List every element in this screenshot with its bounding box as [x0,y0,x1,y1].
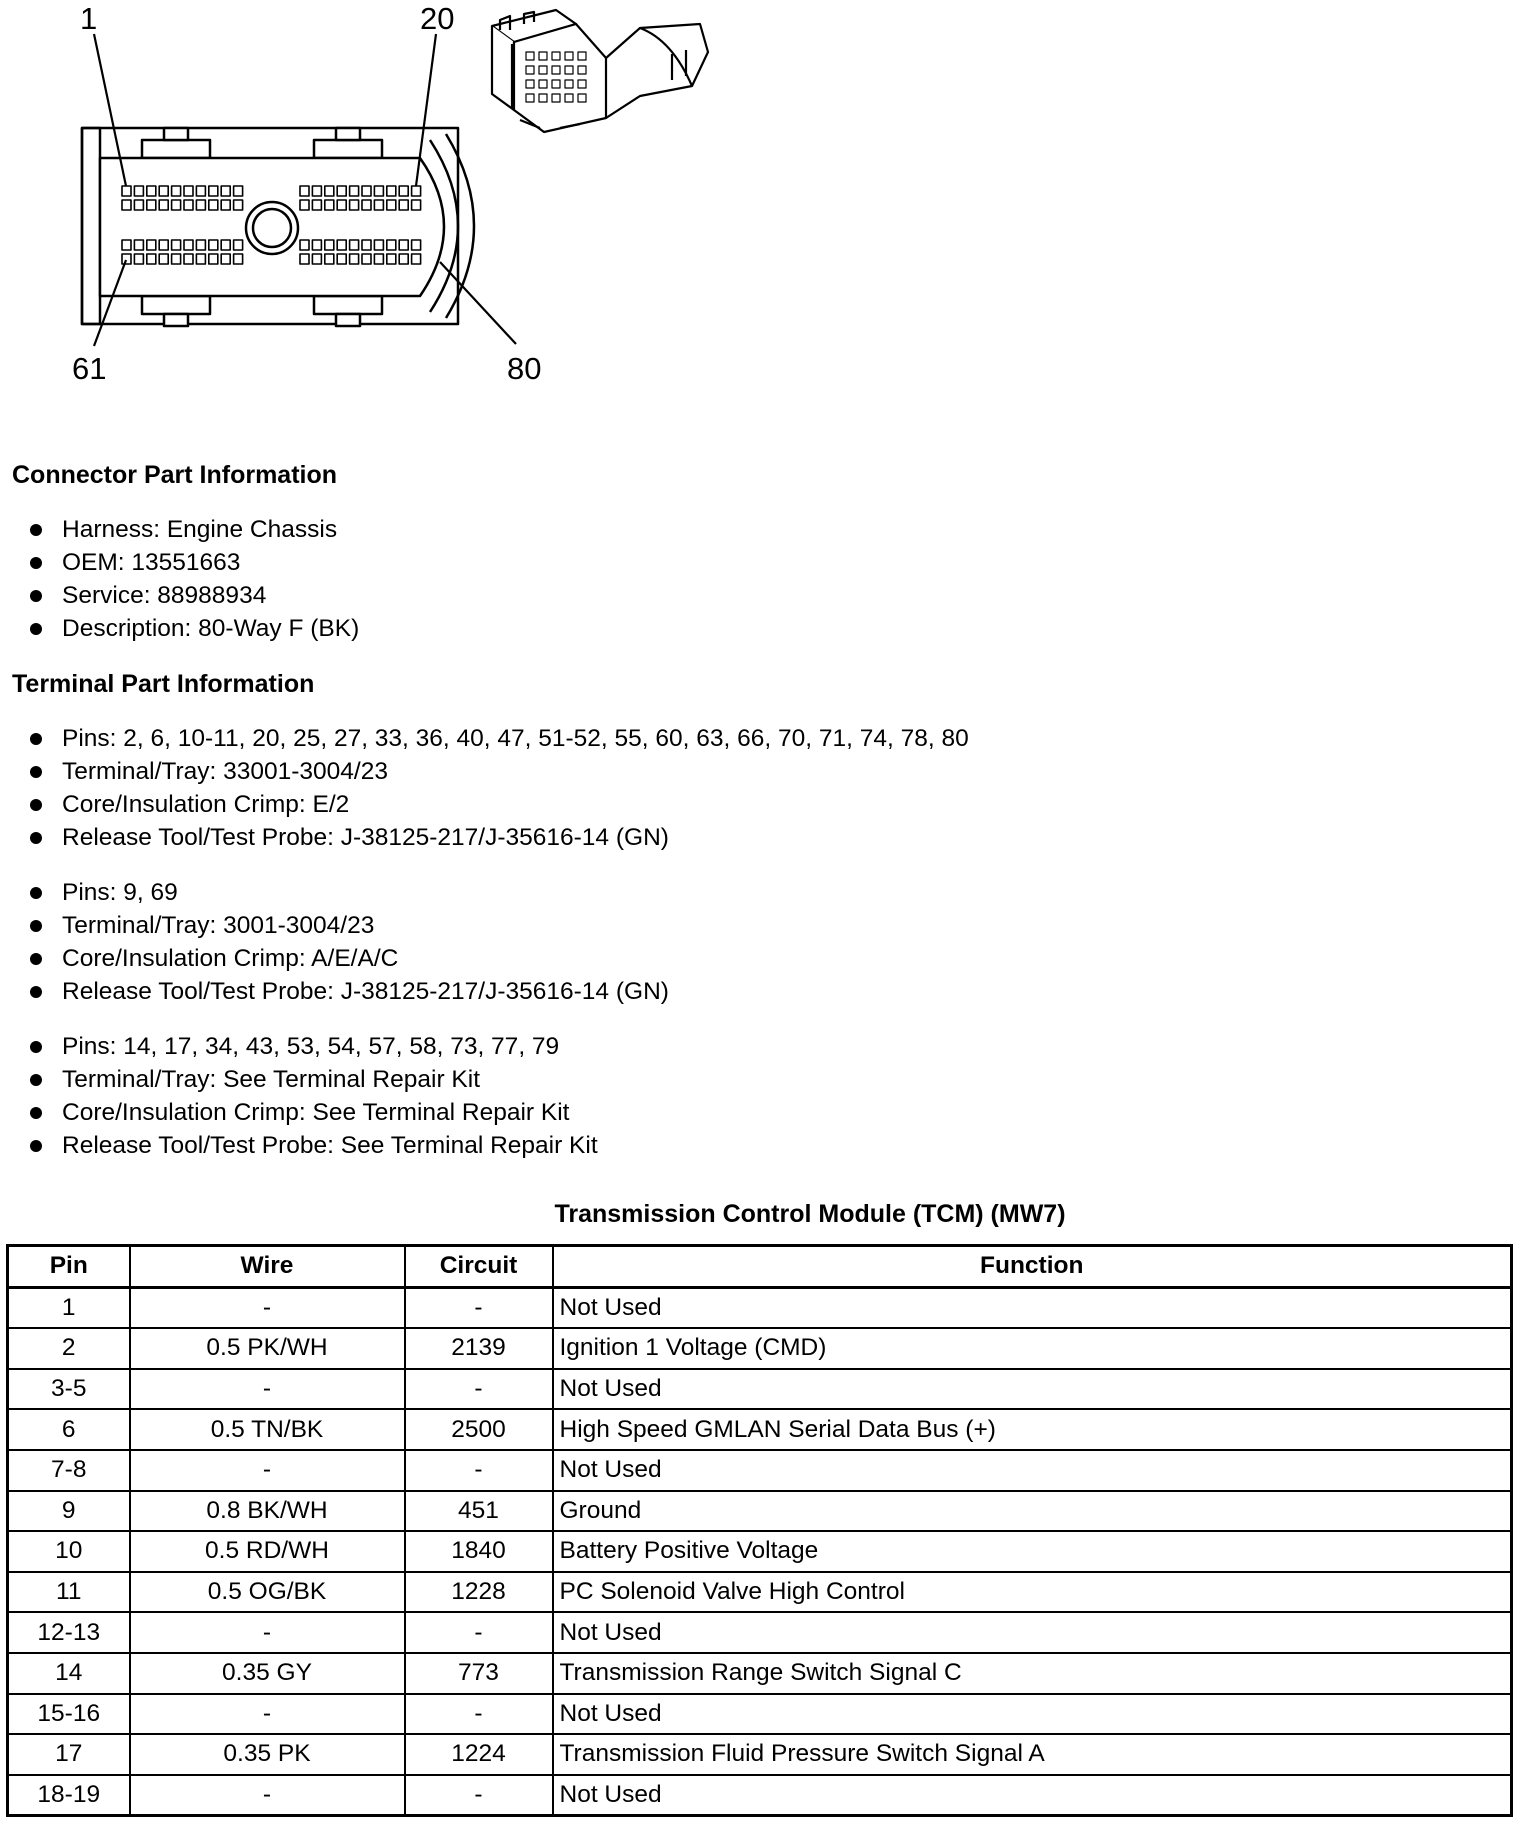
table-row [8,1369,1512,1410]
pin-cell: 15-16 [8,1694,130,1735]
list-item: Release Tool/Test Probe: See Terminal Repair Kit [30,1129,598,1162]
table-row [8,1612,1512,1653]
list-item: Terminal/Tray: 3001-3004/23 [30,909,669,942]
pinout-table [6,1244,1513,1817]
connector-face-diagram [0,0,720,400]
terminal-group-3 [30,1030,598,1162]
function-cell: Ground [553,1491,1512,1532]
circuit-cell: 1228 [405,1572,553,1613]
column-header-pin: Pin [8,1246,130,1288]
pin-cell: 10 [8,1531,130,1572]
wire-cell: 0.35 GY [130,1653,405,1694]
table-row [8,1491,1512,1532]
list-item: Core/Insulation Crimp: A/E/A/C [30,942,669,975]
pin-cell: 14 [8,1653,130,1694]
pin-cell: 11 [8,1572,130,1613]
list-item: Description: 80-Way F (BK) [30,612,359,645]
connector-info-heading: Connector Part Information [12,461,338,489]
wire-cell: 0.5 TN/BK [130,1409,405,1450]
table-row [8,1409,1512,1450]
table-header-row [8,1246,1512,1288]
callout-pin-20: 20 [420,1,455,36]
wire-cell: 0.5 PK/WH [130,1328,405,1369]
function-cell: Transmission Fluid Pressure Switch Signal A [553,1734,1512,1775]
wire-cell: 0.35 PK [130,1734,405,1775]
circuit-cell: - [405,1694,553,1735]
circuit-cell: - [405,1450,553,1491]
circuit-cell: - [405,1369,553,1410]
table-row [8,1734,1512,1775]
circuit-cell: 1840 [405,1531,553,1572]
terminal-group-1 [30,722,969,854]
wire-cell: - [130,1369,405,1410]
pin-cell: 17 [8,1734,130,1775]
function-cell: Not Used [553,1612,1512,1653]
list-item: Release Tool/Test Probe: J-38125-217/J-35616-14 (GN) [30,821,969,854]
list-item: Pins: 2, 6, 10-11, 20, 25, 27, 33, 36, 40, 47, 51-52, 55, 60, 63, 66, 70, 71, 74, 78, 80 [30,722,969,755]
connector-figure [0,0,720,400]
circuit-cell: 773 [405,1653,553,1694]
list-item: Terminal/Tray: 33001-3004/23 [30,755,969,788]
pin-cell: 12-13 [8,1612,130,1653]
function-cell: Transmission Range Switch Signal C [553,1653,1512,1694]
wire-cell: - [130,1287,405,1328]
table-title: Transmission Control Module (TCM) (MW7) [554,1200,1066,1228]
pin-cell: 18-19 [8,1775,130,1816]
function-cell: Ignition 1 Voltage (CMD) [553,1328,1512,1369]
function-cell: Battery Positive Voltage [553,1531,1512,1572]
table-row [8,1531,1512,1572]
callout-pin-61: 61 [72,351,107,386]
list-item: Service: 88988934 [30,579,359,612]
connector-perspective-icon [492,10,708,132]
list-item: Release Tool/Test Probe: J-38125-217/J-35616-14 (GN) [30,975,669,1008]
function-cell: PC Solenoid Valve High Control [553,1572,1512,1613]
wire-cell: 0.5 OG/BK [130,1572,405,1613]
wire-cell: - [130,1450,405,1491]
table-row [8,1572,1512,1613]
circuit-cell: 1224 [405,1734,553,1775]
table-row [8,1653,1512,1694]
function-cell: Not Used [553,1775,1512,1816]
pin-cell: 9 [8,1491,130,1532]
list-item: Pins: 14, 17, 34, 43, 53, 54, 57, 58, 73, 77, 79 [30,1030,598,1063]
list-item: Core/Insulation Crimp: E/2 [30,788,969,821]
terminal-group-2 [30,876,669,1008]
function-cell: High Speed GMLAN Serial Data Bus (+) [553,1409,1512,1450]
column-header-circuit: Circuit [405,1246,553,1288]
wire-cell: - [130,1694,405,1735]
table-row [8,1775,1512,1816]
wire-cell: - [130,1612,405,1653]
circuit-cell: - [405,1612,553,1653]
list-item: Core/Insulation Crimp: See Terminal Repair Kit [30,1096,598,1129]
wire-cell: - [130,1775,405,1816]
circuit-cell: 2139 [405,1328,553,1369]
column-header-wire: Wire [130,1246,405,1288]
function-cell: Not Used [553,1369,1512,1410]
pin-cell: 1 [8,1287,130,1328]
circuit-cell: - [405,1287,553,1328]
wire-cell: 0.5 RD/WH [130,1531,405,1572]
pin-cell: 2 [8,1328,130,1369]
circuit-cell: 451 [405,1491,553,1532]
callout-pin-1: 1 [80,1,98,36]
function-cell: Not Used [553,1450,1512,1491]
list-item: Terminal/Tray: See Terminal Repair Kit [30,1063,598,1096]
list-item: Harness: Engine Chassis [30,513,359,546]
list-item: OEM: 13551663 [30,546,359,579]
table-row [8,1694,1512,1735]
pin-cell: 6 [8,1409,130,1450]
function-cell: Not Used [553,1694,1512,1735]
circuit-cell: 2500 [405,1409,553,1450]
connector-info-list [30,513,359,645]
callout-pin-80: 80 [507,351,542,386]
wire-cell: 0.8 BK/WH [130,1491,405,1532]
table-row [8,1450,1512,1491]
pin-cell: 3-5 [8,1369,130,1410]
table-row [8,1328,1512,1369]
pin-cell: 7-8 [8,1450,130,1491]
list-item: Pins: 9, 69 [30,876,669,909]
terminal-info-heading: Terminal Part Information [12,670,315,698]
circuit-cell: - [405,1775,553,1816]
column-header-function: Function [553,1246,1512,1288]
function-cell: Not Used [553,1287,1512,1328]
table-row [8,1287,1512,1328]
